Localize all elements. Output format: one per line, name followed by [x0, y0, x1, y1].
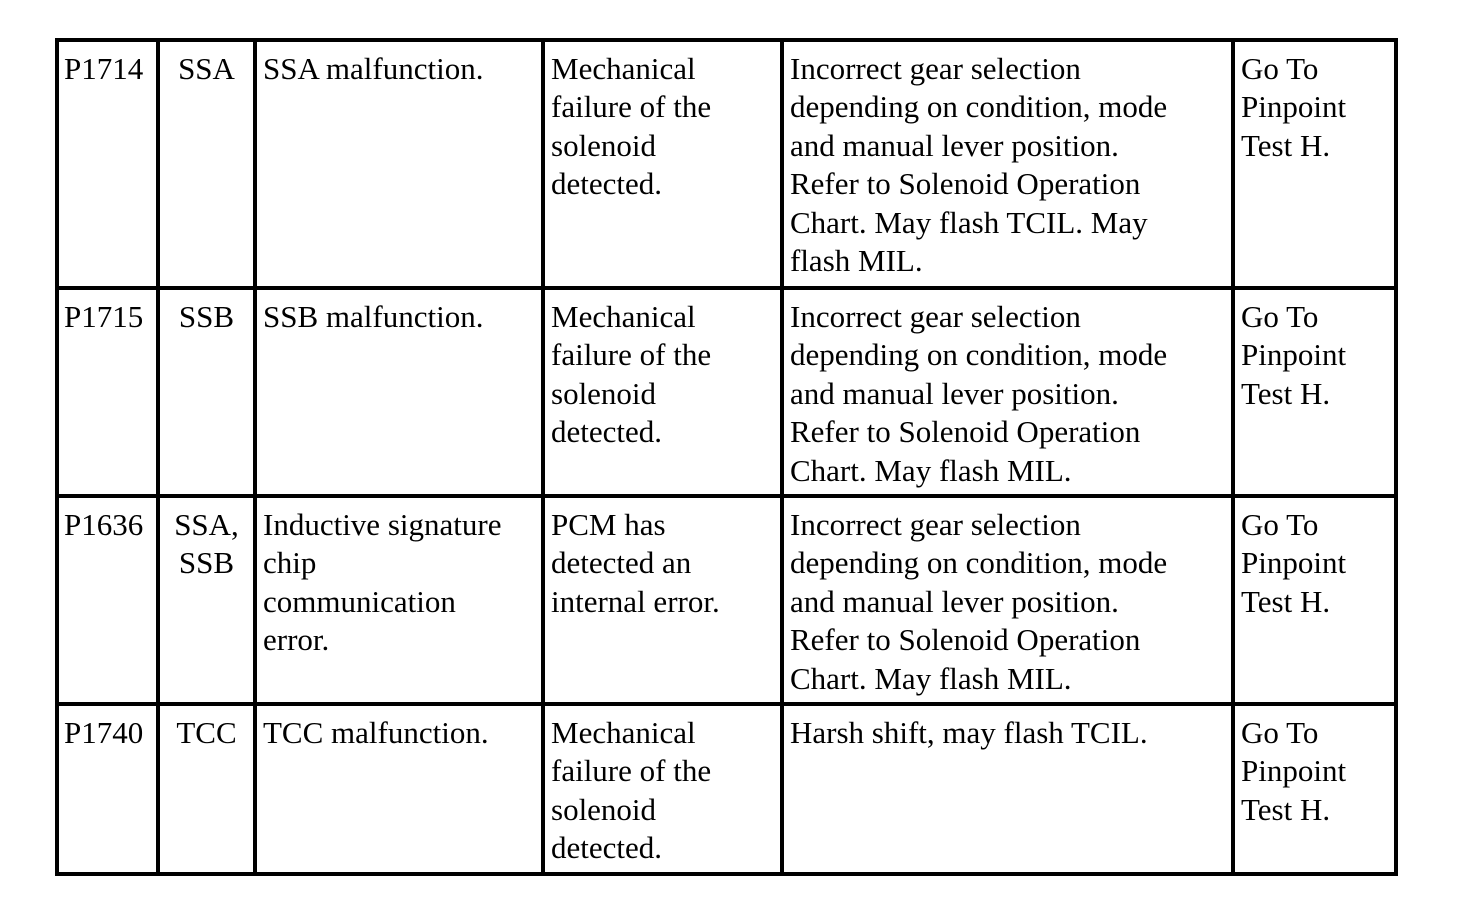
description-line: SSA malfunction.: [263, 51, 484, 86]
dtc-code: P1740: [64, 715, 144, 750]
source-line: SSB: [178, 299, 235, 334]
action-line: Test H.: [1241, 375, 1331, 411]
dtc-code: P1715: [64, 299, 144, 334]
dtc-code: P1636: [64, 507, 144, 542]
source-cell: [158, 40, 255, 288]
dtc-code-cell: [57, 40, 158, 288]
dtc-code: P1714: [64, 51, 144, 86]
condition-line: Mechanical: [551, 51, 696, 86]
condition-line: internal error.: [551, 583, 720, 619]
symptom-line: Refer to Solenoid Operation: [790, 414, 1141, 450]
symptom-line: Chart. May flash MIL.: [790, 660, 1072, 696]
condition-cell: [543, 496, 782, 704]
symptom-line: depending on condition, mode: [790, 337, 1168, 373]
condition-line: detected.: [551, 414, 663, 450]
table-row: [57, 288, 1396, 496]
condition-cell: [543, 288, 782, 496]
condition-line: solenoid: [551, 791, 657, 827]
source-line: TCC: [176, 715, 237, 750]
condition-line: failure of the: [551, 337, 712, 373]
condition-line: solenoid: [551, 127, 657, 163]
action-line: Pinpoint: [1241, 545, 1347, 581]
condition-line: detected.: [551, 830, 663, 866]
action-cell: [1233, 288, 1396, 496]
description-line: SSB malfunction.: [263, 299, 484, 334]
source-line: SSA,: [174, 507, 239, 542]
symptom-line: Incorrect gear selection: [790, 299, 1081, 334]
symptom-cell: [782, 496, 1233, 704]
action-line: Test H.: [1241, 127, 1331, 163]
action-line: Test H.: [1241, 791, 1331, 827]
description-cell: [255, 40, 543, 288]
table-row: [57, 704, 1396, 874]
action-line: Pinpoint: [1241, 337, 1347, 373]
symptom-cell: [782, 704, 1233, 874]
description-line: error.: [263, 622, 330, 658]
condition-line: detected an: [551, 545, 692, 581]
source-cell: [158, 288, 255, 496]
condition-line: failure of the: [551, 89, 712, 125]
table-row: [57, 40, 1396, 288]
action-line: Go To: [1241, 507, 1319, 542]
condition-line: PCM has: [551, 507, 666, 542]
source-cell: [158, 704, 255, 874]
symptom-cell: [782, 288, 1233, 496]
description-cell: [255, 496, 543, 704]
condition-line: Mechanical: [551, 715, 696, 750]
table-row: [57, 496, 1396, 704]
symptom-line: depending on condition, mode: [790, 545, 1168, 581]
condition-cell: [543, 40, 782, 288]
source-line: SSA: [178, 51, 235, 86]
symptom-line: Harsh shift, may flash TCIL.: [790, 715, 1148, 750]
dtc-code-cell: [57, 288, 158, 496]
action-line: Pinpoint: [1241, 89, 1347, 125]
condition-line: detected.: [551, 166, 663, 202]
symptom-line: Incorrect gear selection: [790, 51, 1081, 86]
dtc-code-cell: [57, 496, 158, 704]
action-cell: [1233, 496, 1396, 704]
action-cell: [1233, 40, 1396, 288]
action-cell: [1233, 704, 1396, 874]
condition-line: failure of the: [551, 753, 712, 789]
symptom-line: Incorrect gear selection: [790, 507, 1081, 542]
description-cell: [255, 704, 543, 874]
symptom-line: Chart. May flash MIL.: [790, 452, 1072, 488]
description-line: Inductive signature: [263, 507, 502, 542]
symptom-line: Chart. May flash TCIL. May: [790, 204, 1148, 240]
symptom-line: Refer to Solenoid Operation: [790, 166, 1141, 202]
symptom-line: depending on condition, mode: [790, 89, 1168, 125]
source-cell: [158, 496, 255, 704]
dtc-table: [55, 38, 1398, 876]
condition-cell: [543, 704, 782, 874]
action-line: Go To: [1241, 51, 1319, 86]
description-cell: [255, 288, 543, 496]
description-line: chip: [263, 545, 317, 581]
symptom-line: and manual lever position.: [790, 127, 1119, 163]
action-line: Test H.: [1241, 583, 1331, 619]
symptom-line: and manual lever position.: [790, 583, 1119, 619]
symptom-line: Refer to Solenoid Operation: [790, 622, 1141, 658]
dtc-code-cell: [57, 704, 158, 874]
condition-line: solenoid: [551, 375, 657, 411]
description-line: communication: [263, 583, 456, 619]
condition-line: Mechanical: [551, 299, 696, 334]
action-line: Go To: [1241, 299, 1319, 334]
symptom-line: flash MIL.: [790, 243, 923, 279]
symptom-line: and manual lever position.: [790, 375, 1119, 411]
source-line: SSB: [178, 545, 235, 581]
action-line: Go To: [1241, 715, 1319, 750]
description-line: TCC malfunction.: [263, 715, 489, 750]
action-line: Pinpoint: [1241, 753, 1347, 789]
symptom-cell: [782, 40, 1233, 288]
